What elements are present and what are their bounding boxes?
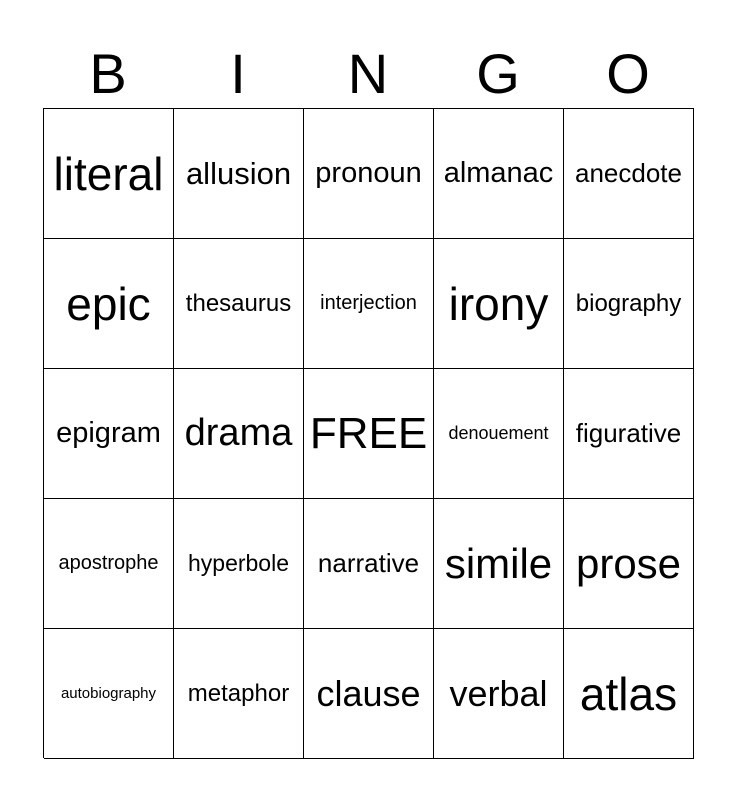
header-letter-o: O <box>606 42 650 105</box>
cell-text: narrative <box>317 548 420 578</box>
cell-text: epic <box>66 277 151 330</box>
bingo-cell[interactable] <box>304 109 434 239</box>
bingo-cell[interactable] <box>564 499 694 629</box>
cell-text: anecdote <box>575 158 682 188</box>
cell-text: prose <box>575 539 682 587</box>
cell-text: autobiography <box>60 685 157 702</box>
bingo-cell[interactable] <box>564 239 694 369</box>
bingo-cell[interactable] <box>564 629 694 759</box>
cell-text: hyperbole <box>187 550 290 576</box>
bingo-board <box>43 108 694 758</box>
bingo-header <box>43 40 693 108</box>
cell-text: thesaurus <box>185 289 292 317</box>
cell-text: atlas <box>579 667 678 720</box>
bingo-cell[interactable] <box>304 629 434 759</box>
bingo-cell[interactable] <box>434 239 564 369</box>
cell-text: interjection <box>320 292 417 314</box>
bingo-cell[interactable] <box>304 499 434 629</box>
bingo-cell[interactable] <box>564 109 694 239</box>
header-letter-i: I <box>230 42 246 105</box>
bingo-cell[interactable] <box>304 239 434 369</box>
bingo-cell[interactable] <box>174 239 304 369</box>
cell-text: allusion <box>185 155 292 191</box>
header-letter-g: G <box>476 42 520 105</box>
cell-text: pronoun <box>315 157 422 189</box>
cell-text: drama <box>184 412 293 454</box>
cell-text: denouement <box>448 423 549 443</box>
cell-text: FREE <box>309 408 428 458</box>
free-space[interactable] <box>304 369 434 499</box>
bingo-cell[interactable] <box>44 239 174 369</box>
cell-text: metaphor <box>187 679 290 707</box>
cell-text: irony <box>448 277 549 330</box>
bingo-cell[interactable] <box>44 629 174 759</box>
header-letter-b: B <box>89 42 127 105</box>
bingo-cell[interactable] <box>44 369 174 499</box>
bingo-cell[interactable] <box>174 109 304 239</box>
bingo-cell[interactable] <box>434 499 564 629</box>
bingo-cell[interactable] <box>434 369 564 499</box>
bingo-cell[interactable] <box>174 369 304 499</box>
bingo-cell[interactable] <box>564 369 694 499</box>
bingo-cell[interactable] <box>44 109 174 239</box>
cell-text: almanac <box>443 157 554 189</box>
bingo-cell[interactable] <box>434 629 564 759</box>
cell-text: figurative <box>575 418 682 448</box>
bingo-cell[interactable] <box>174 499 304 629</box>
cell-text: apostrophe <box>58 552 159 574</box>
cell-text: simile <box>444 539 553 587</box>
cell-text: epigram <box>56 417 161 449</box>
bingo-cell[interactable] <box>174 629 304 759</box>
cell-text: verbal <box>449 672 548 714</box>
bingo-cell[interactable] <box>44 499 174 629</box>
cell-text: clause <box>316 672 421 714</box>
bingo-cell[interactable] <box>434 109 564 239</box>
header-letter-n: N <box>347 42 389 105</box>
cell-text: literal <box>53 147 164 200</box>
cell-text: biography <box>575 289 682 317</box>
